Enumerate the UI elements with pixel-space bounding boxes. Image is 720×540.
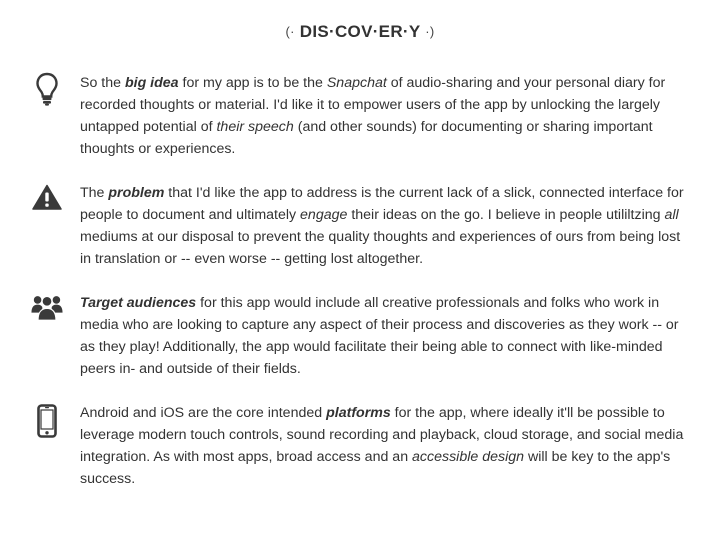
mobile-phone-icon [31, 404, 63, 440]
text-run: So the [80, 75, 125, 91]
warning-icon [31, 184, 63, 220]
section-text [80, 182, 690, 270]
text-run: The [80, 185, 109, 201]
text-run: of audio-sharing and your personal diary for recorded thoughts or material. I'd like it to empower users of the app by unlocking the largely untapped potential of [80, 75, 666, 135]
emphasis-keyword: Target audiences [80, 295, 197, 311]
emphasis-keyword: problem [108, 185, 165, 201]
title-open-ornament: (· [285, 24, 295, 39]
italic-phrase: accessible design [412, 449, 525, 465]
text-run: for the app, where ideally it'll be possible to leverage modern touch controls, sound recording and playback, cloud storage, and social media integration. As with most apps, broad access and an [80, 405, 684, 465]
text-run: Android and iOS are the core intended [80, 405, 327, 421]
text-run: mediums at our disposal to prevent the quality thoughts and experiences of ours from being lost in translation or -- even worse -- getting lost altogether. [80, 229, 681, 267]
italic-phrase: Snapchat [326, 75, 387, 91]
section-text [80, 402, 690, 490]
section-text [80, 72, 690, 160]
italic-phrase: their speech [216, 119, 294, 135]
text-run: their ideas on the go. I believe in people utililtzing [347, 207, 665, 223]
keyword [108, 185, 164, 201]
text-run: for my app is to be the [178, 75, 327, 91]
title-text: DIS·COV·ER·Y [299, 22, 421, 41]
keyword [80, 295, 196, 311]
keyword [125, 75, 179, 91]
keyword [326, 405, 391, 421]
italic-phrase: all [664, 207, 679, 223]
emphasis-keyword: big idea [124, 75, 179, 91]
lightbulb-icon [31, 72, 63, 108]
text-run: for this app would include all creative professionals and folks who work in media who are looking to capture any aspect of their process and discoveries as they work -- or as they play! Additionally, the app would facilitate their being able to connect with like-minded peers in- and outside of their fields. [80, 295, 679, 377]
text-run: will be key to the app's success. [80, 449, 671, 487]
emphasis-keyword: platforms [326, 405, 391, 421]
page-title [0, 22, 720, 42]
text-run: that I'd like the app to address is the current lack of a slick, connected interface for people to document and ultimately [80, 185, 684, 223]
title-close-ornament: ·) [425, 24, 435, 39]
italic-phrase: engage [300, 207, 348, 223]
section-text [80, 292, 690, 380]
users-icon [31, 292, 63, 328]
text-run: (and other sounds) for documenting or sharing important thoughts or experiences. [80, 119, 653, 157]
